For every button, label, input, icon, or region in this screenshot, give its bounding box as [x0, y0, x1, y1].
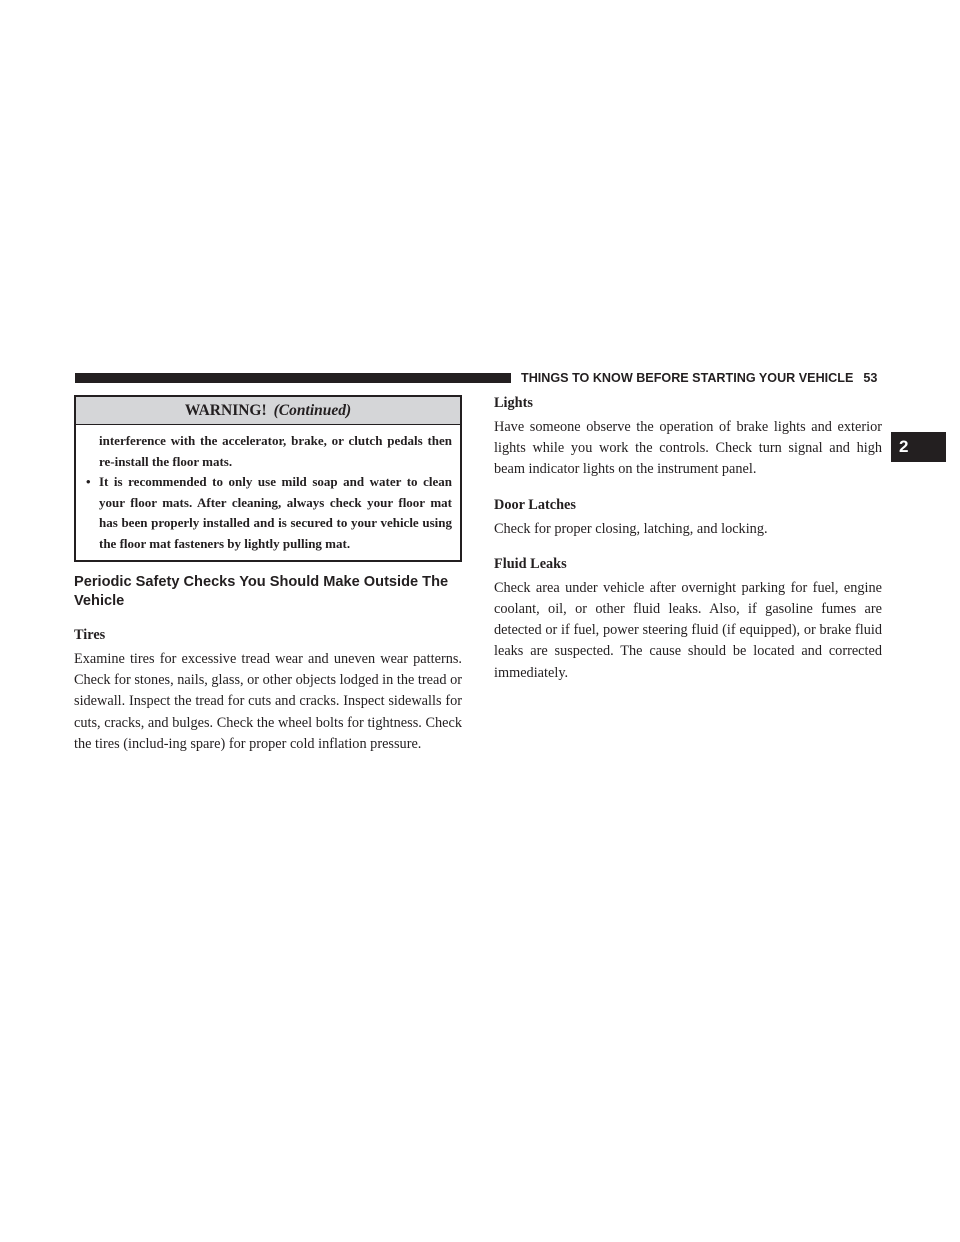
tires-text: Examine tires for excessive tread wear and uneven wear patterns. Check for stones, nails, glass, or other objects lodged in the tread or sidewall. Inspect the tread for cuts and cracks. Inspect sidewalls for cuts, cracks, and bulges. Check the wheel bolts for tightness. Check the tires (includ-ing spare) for proper cold inflation pressure.: [74, 651, 462, 752]
warning-continued: (Continued): [273, 402, 352, 419]
warning-header: [76, 397, 460, 425]
header-rule: [75, 373, 511, 383]
right-column: [494, 393, 882, 686]
left-column: [74, 395, 462, 757]
warning-box: [74, 395, 462, 562]
running-header: [521, 369, 877, 387]
lights-text: Have someone observe the operation of brake lights and exterior lights while you work the controls. Check turn signal and high beam indicator lights on the instrument panel.: [494, 419, 882, 478]
chapter-tab: 2: [891, 432, 946, 462]
warning-body: [76, 425, 460, 560]
section-heading: Periodic Safety Checks You Should Make Outside The Vehicle: [74, 574, 449, 609]
header-title: THINGS TO KNOW BEFORE STARTING YOUR VEHICLE: [521, 371, 854, 385]
fluid-leaks-heading: Fluid Leaks: [494, 555, 567, 572]
warning-label: WARNING!: [184, 402, 267, 419]
door-latches-heading: Door Latches: [494, 496, 576, 513]
warning-bullet: [86, 472, 452, 554]
door-latches-text: Check for proper closing, latching, and locking.: [494, 520, 768, 537]
warning-continuation: interference with the accelerator, brake, or clutch pedals then re-install the floor mats.: [99, 433, 452, 469]
page-number: 53: [863, 371, 878, 385]
tires-heading: Tires: [74, 627, 106, 643]
warning-bullet-text: It is recommended to only use mild soap and water to clean your floor mats. After cleaning, always check your floor mat has been properly installed and is secured to your vehicle using the floor mat fasteners by lightly pulling mat.: [99, 474, 452, 551]
bullet-icon: •: [86, 474, 91, 489]
fluid-leaks-text: Check area under vehicle after overnight parking for fuel, engine coolant, oil, or other fluid leaks. Also, if gasoline fumes are detected or if fuel, power steering fluid (if equipped), or brake fluid leaks are suspected. The cause should be located and corrected immediately.: [494, 579, 882, 681]
lights-heading: Lights: [494, 395, 533, 411]
